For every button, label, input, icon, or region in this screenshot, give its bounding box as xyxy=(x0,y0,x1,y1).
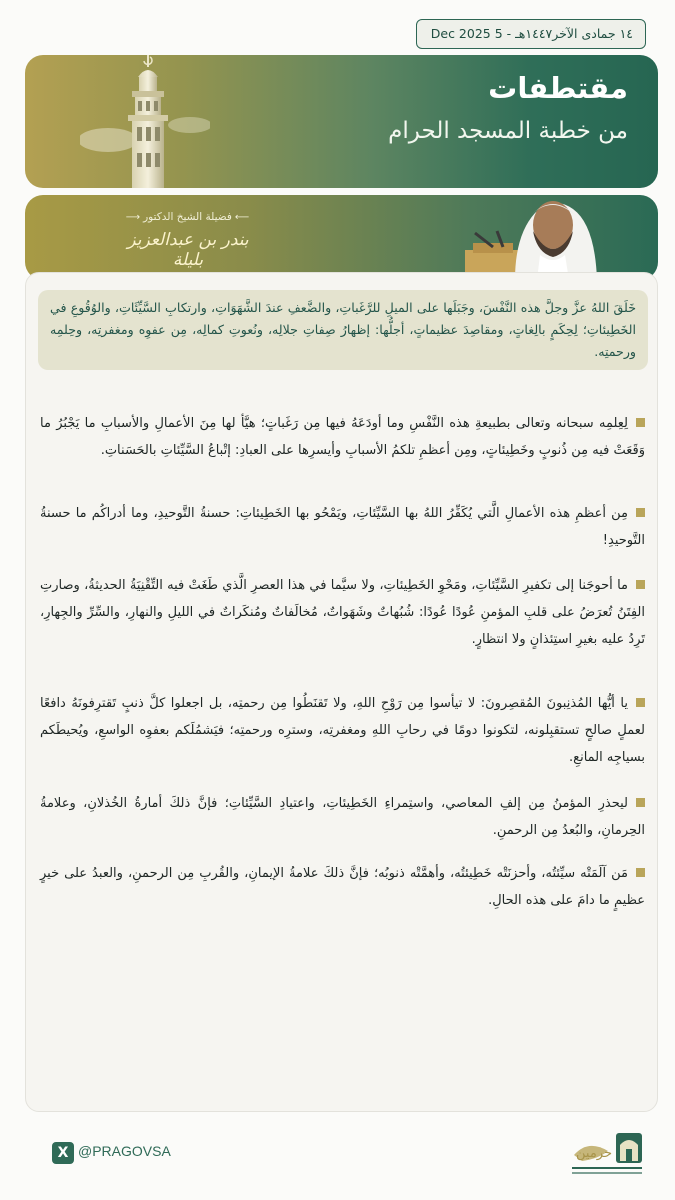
paragraph xyxy=(40,690,645,771)
paragraph-text: ليحذرِ المؤمنُ مِن إلفِ المعاصي، واستِمراءِ الخَطِيئاتِ، واعتيادِ السَّيِّئاتِ؛ فإنَّ ذلكَ أمارةُ الخُذلانِ، وعلامةُ الحِرمانِ، والبُعدُ مِن الرحمنِ. xyxy=(40,796,645,838)
paragraph-text: ما أحوجَنا إلى تكفيرِ السَّيِّئاتِ، ومَحْوِ الخَطِيئاتِ، ولا سيَّما في هذا العصرِ الَّذي طَغَتْ فيه التِّقْنِيَةُ الحديثةُ، وصارتِ الفِتَنُ تُعرَضُ على قلبِ المؤمنِ عُودًا عُودًا: شُبُهاتٌ وشَهَواتٌ، مُخالَفاتٌ ومُنكَراتٌ في الليلِ والنهارِ، والسِّرِّ والجِهارِ، تَرِدُ عليه بغيرِ استِئذانٍ ولا انتظارٍ. xyxy=(40,578,645,647)
speaker-banner xyxy=(25,195,658,280)
paragraph xyxy=(40,410,645,464)
arrow-icon: ⟶ xyxy=(125,212,141,223)
social-handle[interactable]: @PRAGOVSA xyxy=(78,1143,171,1159)
paragraph-text: يا أيُّها المُذنِبونَ المُقصِرونَ: لا تيأسوا مِن رَوْحِ اللهِ، ولا تَقنَطُوا مِن رحمتِه، بل اجعلوا كلَّ ذنبٍ تَقترِفونَهُ دافعًا لعملٍ صالحٍ تستقبِلونه، لتكونوا دومًا في رحابِ اللهِ ومغفرتِه، وسترِه ورحمتِه؛ فيَشمُلَكم بعفوِه الواسعِ، ويُحيطَكم بسياجِه المانعِ. xyxy=(40,696,645,765)
paragraph xyxy=(40,500,645,554)
speaker-name: بندر بن عبدالعزيز بليلة xyxy=(127,230,249,270)
bullet-icon xyxy=(636,508,645,517)
speaker-portrait xyxy=(445,195,610,280)
header-subtitle: من خطبة المسجد الحرام xyxy=(388,118,628,144)
haramain-logo xyxy=(568,1125,648,1185)
paragraph-text: مَن آلَمَتْه سيِّئتُه، وأحزنَتْه خَطِيئتُه، وأهمَّتْه ذنوبُه؛ فإنَّ ذلكَ علامةُ الإيمانِ، والقُربِ مِن الرحمنِ، والعبدُ على خيرٍ عظيمٍ ما دامَ على هذه الحالِ. xyxy=(40,866,645,908)
minaret-illustration xyxy=(80,55,210,188)
paragraph-text: مِن أعظمِ هذه الأعمالِ الَّتي يُكَفِّرُ اللهُ بها السَّيِّئاتِ، ويَمْحُو بها الخَطِيئاتِ: حسنةُ التَّوحيدِ، وما أدراكُم ما حسنةُ التَّوحيدِ! xyxy=(40,506,645,548)
paragraph-text: لِعِلمِه سبحانه وتعالى بطبيعةِ هذه النَّفْسِ وما أودَعَهُ فيها مِن رَغَباتٍ؛ هيَّأ لها مِنَ الأعمالِ والأسبابِ ما يَجْبُرُ ما وَقَعَتْ فيه مِن ذُنوبٍ وخَطِيئاتٍ، ومِن أعظمِ تلكمُ الأسبابِ وأيسرِها على العبادِ: إتْباعُ السَّيِّئاتِ بالحَسَناتِ. xyxy=(40,416,645,458)
logo-text: حرمين xyxy=(576,1146,612,1161)
header-banner xyxy=(25,55,658,188)
speaker-role xyxy=(120,211,255,223)
bullet-icon xyxy=(636,418,645,427)
intro-highlight: خَلَقَ اللهُ عزَّ وجلَّ هذه النَّفْسَ، وجَبَلَها على الميلِ للرَّغَباتِ، والضَّعفِ عندَ الشَّهَوَاتِ، وارتكابِ السَّيِّئَاتِ، والوُقُوعِ في الخَطِيئاتِ؛ لِحِكَمٍ بالِغاتٍ، ومقاصِدَ عظيماتٍ، أجلُّها: إظهارُ صِفاتِ جلالِه، ونُعوتِ كمالِه، مِن عفوِه ومغفرتِه، وحِلمِه ورحمتِه. xyxy=(38,290,648,370)
date-badge: ١٤ جمادى الآخر١٤٤٧هـ - 5 Dec 2025 xyxy=(416,19,646,49)
bullet-icon xyxy=(636,798,645,807)
arrow-icon: ⟵ xyxy=(234,212,250,223)
bullet-icon xyxy=(636,580,645,589)
paragraph xyxy=(40,860,645,914)
paragraph xyxy=(40,790,645,844)
bullet-icon xyxy=(636,698,645,707)
speaker-role-text: فضيلة الشيخ الدكتور xyxy=(143,211,232,223)
paragraph xyxy=(40,572,645,653)
header-title: مقتطفات xyxy=(488,71,628,105)
x-logo-icon[interactable]: X xyxy=(52,1142,74,1164)
bullet-icon xyxy=(636,868,645,877)
